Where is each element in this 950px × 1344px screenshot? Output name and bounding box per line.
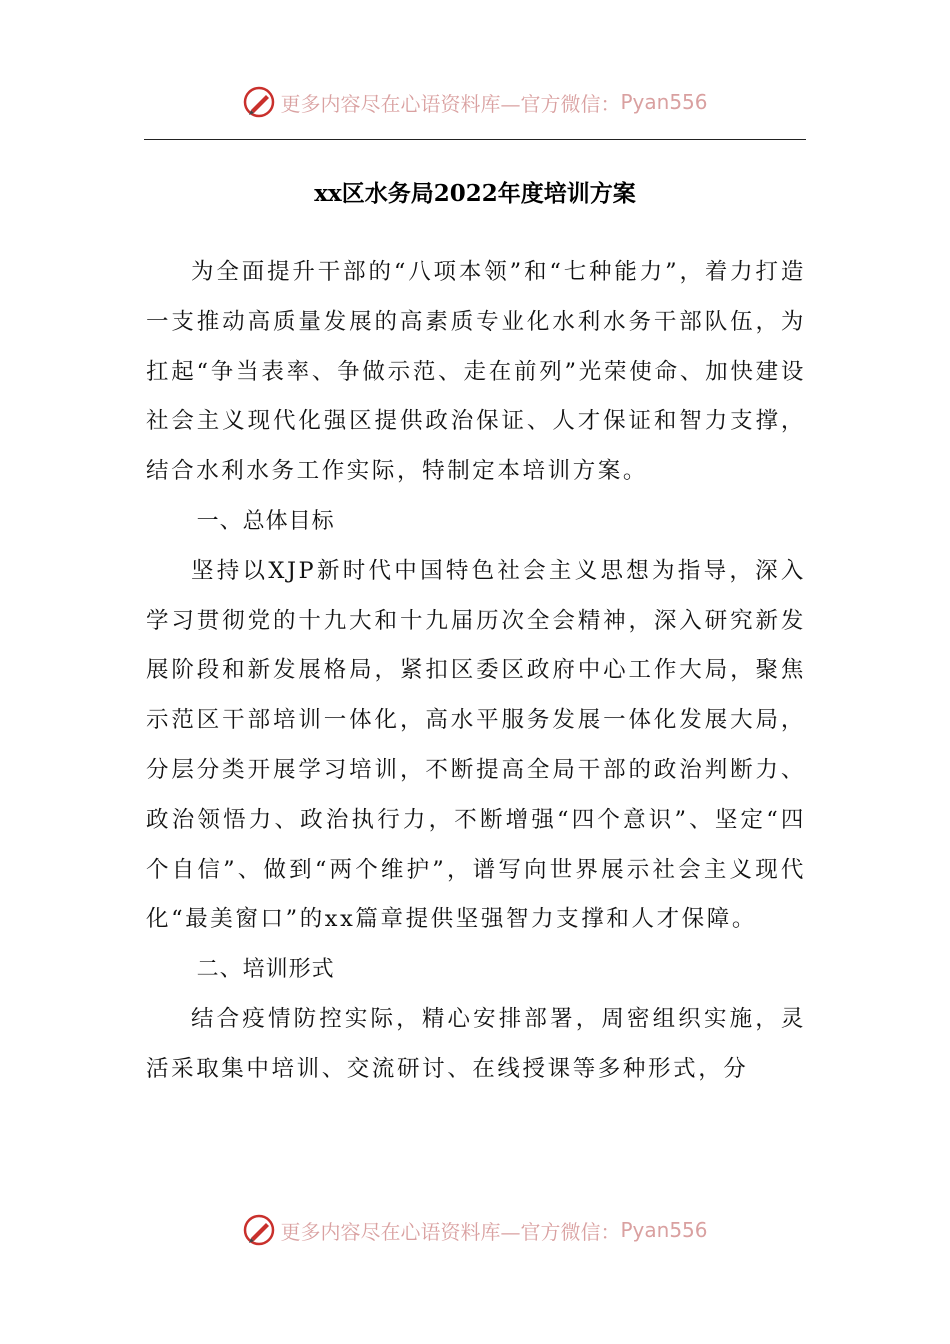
section2-heading: 二、培训形式 bbox=[196, 957, 335, 983]
watermark-text: 更多内容尽在心语资料库—官方微信： bbox=[280, 1219, 621, 1244]
footer-watermark bbox=[0, 1210, 950, 1250]
header-watermark bbox=[0, 82, 950, 122]
section1-heading: 一、总体目标 bbox=[196, 508, 335, 534]
watermark-id: Pyan556 bbox=[620, 1218, 708, 1242]
watermark-id: Pyan556 bbox=[620, 90, 708, 114]
section1-paragraph: 坚持以XJP新时代中国特色社会主义思想为指导，深入学习贯彻党的十九大和十九届历次全会精神，深入研究新发展阶段和新发展格局，紧扣区委区政府中心工作大局，聚焦示范区干部培训一体化，高水平服务发展一体化发展大局，分层分类开展学习培训，不断提高全局干部的政治判断力、政治领悟力、政治执行力，不断增强“四个意识”、坚定“四个自信”、做到“两个维护”，谱写向世界展示社会主义现代化“最美窗口”的xx篇章提供坚强智力支撑和人才保障。 bbox=[146, 557, 806, 933]
section2-paragraph: 结合疫情防控实际，精心安排部署，周密组织实施，灵活采取集中培训、交流研讨、在线授课等多种形式，分 bbox=[146, 1005, 806, 1082]
pen-logo-icon bbox=[242, 85, 276, 119]
watermark-text: 更多内容尽在心语资料库—官方微信： bbox=[280, 91, 621, 116]
intro-paragraph: 为全面提升干部的“八项本领”和“七种能力”，着力打造一支推动高质量发展的高素质专业化水利水务干部队伍，为扛起“争当表率、争做示范、走在前列”光荣使命、加快建设社会主义现代化强区提供政治保证、人才保证和智力支撑，结合水利水务工作实际，特制定本培训方案。 bbox=[146, 259, 806, 485]
document-title: xx区水务局2022年度培训方案 bbox=[314, 180, 636, 207]
pen-logo-icon bbox=[242, 1213, 276, 1247]
header-rule bbox=[144, 139, 806, 140]
document-body bbox=[146, 248, 806, 1095]
